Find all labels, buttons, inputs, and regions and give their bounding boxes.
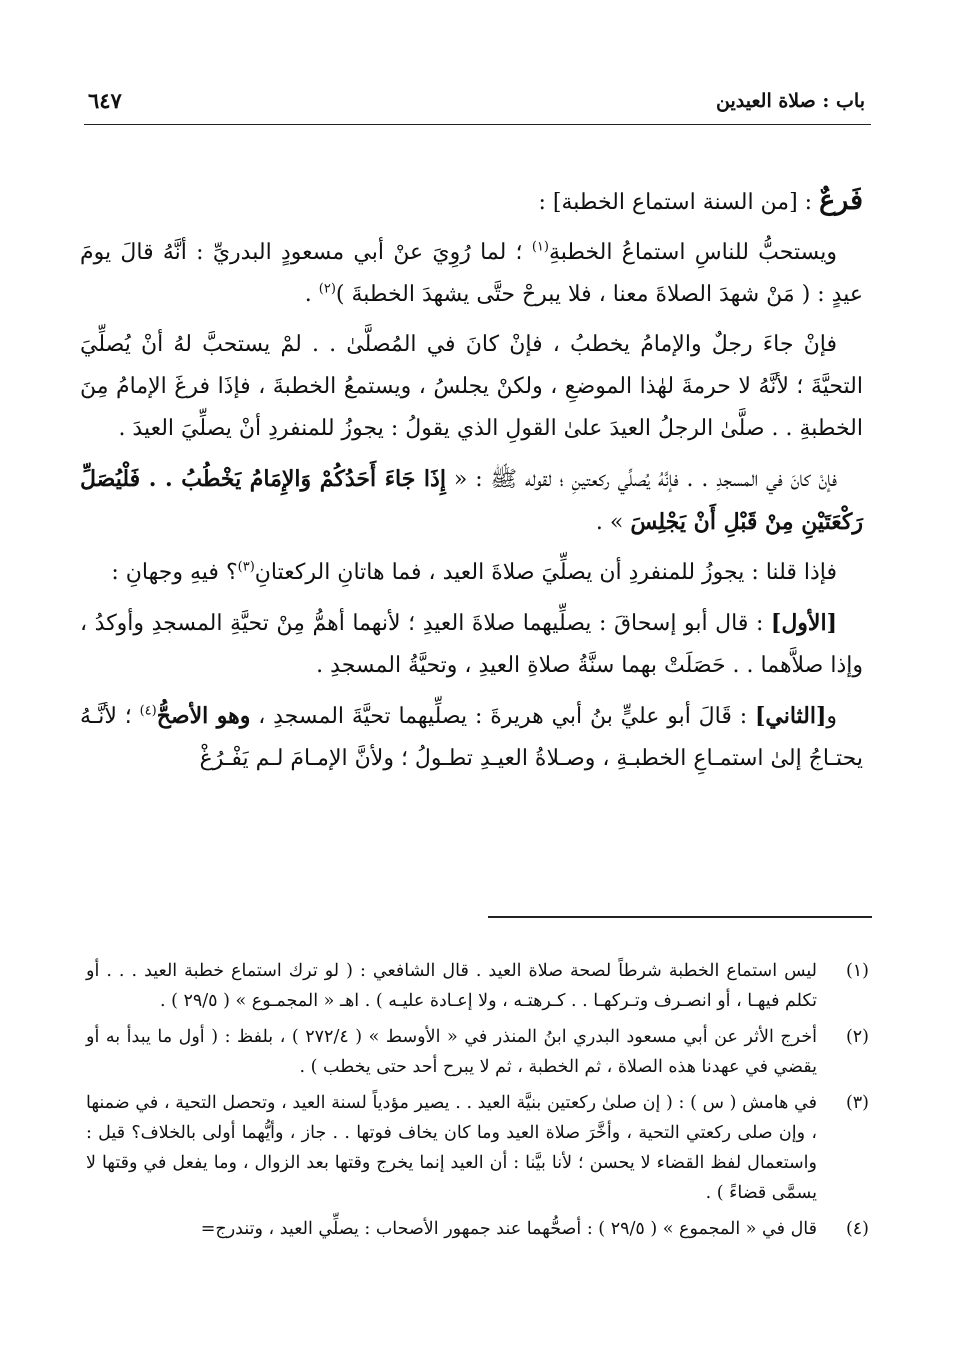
page-number: ٦٤٧ [88, 88, 122, 113]
paragraph-6-part-a: : قَالَ أبو عليٍّ بنُ أبي هريرةَ : يصلِّيهما تحيَّةَ المسجدِ ، [250, 704, 755, 729]
footnote-1 [86, 956, 869, 1016]
footnote-ref-3[interactable]: (٣) [237, 559, 255, 575]
page-header [84, 88, 871, 125]
first-view-label: [الأول] [770, 610, 837, 636]
footnote-3 [86, 1088, 869, 1208]
footnote-number: (٢) [845, 1027, 869, 1047]
paragraph-3-part-b: » . [595, 510, 631, 535]
paragraph-6 [80, 695, 863, 780]
footnote-ref-4[interactable]: (٤) [139, 703, 157, 719]
paragraph-3-part-a: فإنْ كانَ في المسجدِ . . فإنَّهُ يُصلِّي ركعتينِ ؛ لقوله ﷺ : « [445, 467, 837, 492]
branch-heading [80, 180, 863, 224]
paragraph-4 [80, 552, 863, 594]
paragraph-3 [80, 458, 863, 544]
footnote-text: في هامش ( س ) : ( إن صلىٰ ركعتين بنيَّة العيد . . يصير مؤدياً لسنة العيد ، وتحصل التحية ، في ضمنها ، وإن صلى ركعتي التحية ، وأخَّرَ صلاة العيد وما كان يخاف فوتها . . جاز ، وأيُّهما أولى بالخلاف؟ قيل : واستعمال لفظ القضاء لا يحسن ؛ لأنا بيَّنا : أن العيد إنما يخرج وقتها بعد الزوال ، وما يفعل في وقتها لا يسمَّى قضاءً ) . [86, 1093, 817, 1203]
paragraph-5 [80, 602, 863, 687]
footnote-number: (٣) [845, 1093, 869, 1113]
footnote-text: قال في « المجموع » ( ٢٩/٥ ) : أصحُّهما عند جمهور الأصحاب : يصلِّي العيد ، وتندرج= [200, 1219, 817, 1239]
paragraph-4-part-a: فإذا قلنا : يجوزُ للمنفردِ أن يصلِّيَ صلاةَ العيد ، فما هاتانِ الركعتانِ [254, 560, 837, 585]
footnote-text: ليس استماع الخطبة شرطاً لصحة صلاة العيد . قال الشافعي : ( لو ترك استماع خطبة العيد . . . أو تكلم فيهـا ، أو انصـرف وتـركهـا . . كـرهتـه ، ولا إعـادة عليـه ) . اهـ « المجمـوع » ( ٢٩/٥ ) . [86, 961, 817, 1011]
footnote-text: أخرج الأثر عن أبي مسعود البدري ابنُ المنذر في « الأوسط » ( ٢٧٢/٤ ) ، بلفظ : ( أول ما يبدأ به أو يقضي في عهدنا هذه الصلاة ، ثم الخطبة ، ثم لا يبرح أحد حتى يخطب ) . [86, 1027, 817, 1077]
footnote-ref-2[interactable]: (٢) [318, 281, 336, 297]
branch-word: فَرعٌ [819, 185, 863, 216]
paragraph-6-prefix: و [826, 704, 838, 729]
preferred-view-text: وهو الأصحُّ [156, 703, 251, 729]
branch-title: : [من السنة استماع الخطبة] : [538, 190, 820, 215]
footnote-number: (١) [845, 961, 869, 981]
hadith-text: إِذَا جَاءَ أَحَدُكُمْ وَالإِمَامُ يَخْطُبُ . . فَلْيُصَلِّ رَكْعَتَيْنِ مِنْ قَبْلِ أَنْ يَجْلِسَ [80, 466, 863, 535]
footnote-4 [86, 1214, 869, 1244]
footnote-number: (٤) [845, 1219, 869, 1239]
paragraph-4-part-b: ؟ فيهِ وجهانِ : [111, 560, 238, 585]
paragraph-2: فإنْ جاءَ رجلٌ والإمامُ يخطبُ ، فإنْ كانَ في المُصلَّىٰ . . لمْ يستحبَّ لهُ أنْ يُصلِّيَ التحيَّةَ ؛ لأنَّهُ لا حرمةَ لهٰذا الموضعِ ، ولكنْ يجلسُ ، ويستمعُ الخطبةَ ، فإذَا فرغَ الإمامُ مِنَ الخطبةِ . . صلَّىٰ الرجلُ العيدَ علىٰ القولِ الذي يقولُ : يجوزُ للمنفردِ أنْ يصلِّيَ العيدَ . [80, 332, 863, 441]
footnote-ref-1[interactable]: (١) [531, 239, 549, 255]
second-view-label: [الثاني] [754, 703, 827, 729]
footnotes [86, 956, 869, 1250]
running-title: باب : صلاة العيدين [716, 90, 865, 112]
paragraph-1-part-a: ويستحبُّ للناسِ استماعُ الخطبةِ [548, 240, 837, 265]
main-text [80, 180, 863, 788]
paragraph-5-text: : قال أبو إسحاقَ : يصلِّيهما صلاةَ العيدِ ؛ لأنهما أهمُّ مِنْ تحيَّةِ المسجدِ وأوكدُ ، وإذا صلاَّهما . . حَصَلَتْ بهما سنَّةُ صلاةِ العيدِ ، وتحيَّةُ المسجدِ . [80, 611, 863, 678]
footnote-2 [86, 1022, 869, 1082]
footnote-separator [488, 916, 872, 918]
paragraph-1 [80, 232, 863, 316]
paragraph-1-part-c: . [304, 282, 319, 307]
paragraph-1-part-b: ؛ لما رُوِيَ عنْ أبي مسعودٍ البدريِّ : أنَّهُ قالَ يومَ عيدٍ : ( مَنْ شهدَ الصلاةَ معنا ، فلا يبرحْ حتَّى يشهدَ الخطبةَ ) [80, 240, 863, 307]
paragraph-6-part-b: ؛ لأنَّـهُ يحتـاجُ إلىٰ استمـاعِ الخطبـةِ ، وصـلاةُ العيـدِ تطـولُ ؛ ولأنَّ الإمـامَ لـم يَفْـرُغْ [80, 704, 863, 771]
